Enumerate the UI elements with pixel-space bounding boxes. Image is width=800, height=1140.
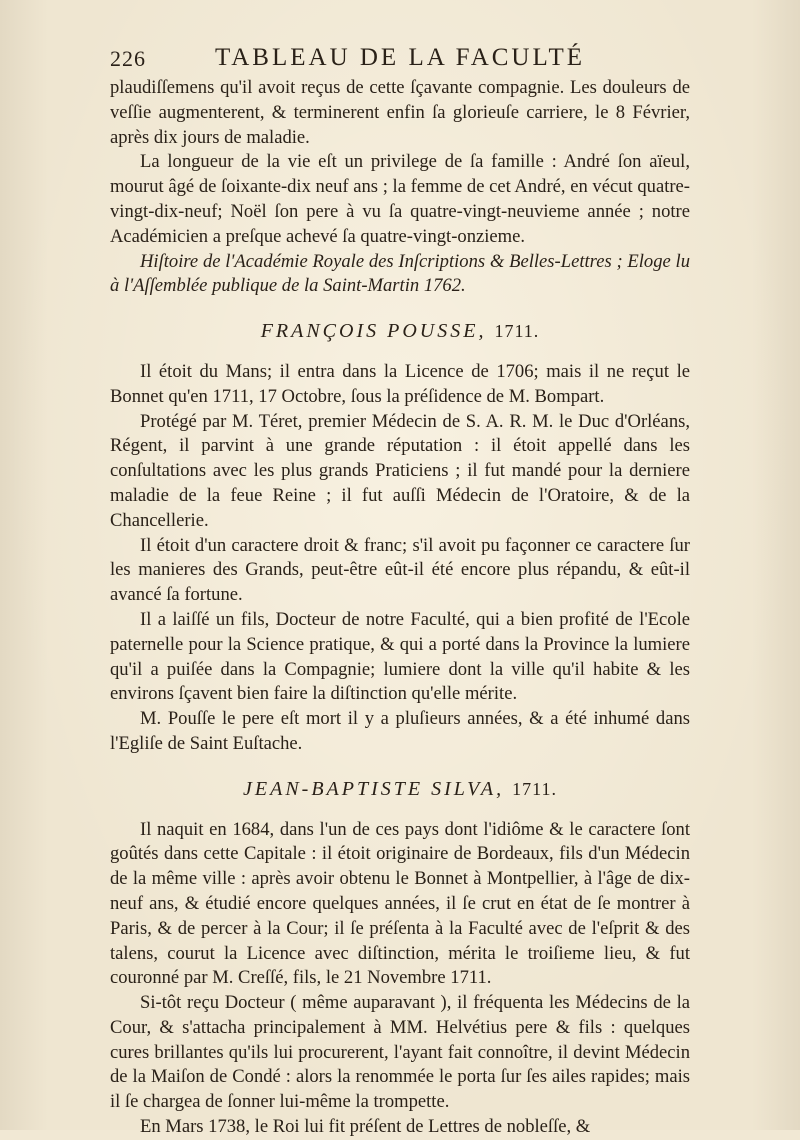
paragraph: Protégé par M. Téret, premier Médecin de S. A. R. M. le Duc d'Orléans, Régent, il parvint à une grande réputation : il étoit appellé dans les conſultations avec les plus grands Praticiens ; il fut mandé pour la derniere maladie de la feue Reine ; il fut auſſi Médecin de l'Oratoire, & de la Chancellerie. [110, 410, 690, 531]
page-body [110, 76, 690, 1140]
section-year: 1711. [512, 778, 557, 799]
page-number: 226 [110, 46, 146, 71]
paragraph-longevity: La longueur de la vie eſt un privilege de ſa famille : André ſon aïeul, mourut âgé de ſoixante-dix neuf ans ; la femme de cet André, en vécut quatre-vingt-dix-neuf; Noël ſon pere à vu ſa quatre-vingt-neuvieme année ; notre Académicien a preſque achevé ſa quatre-vingt-onzieme. [110, 151, 690, 247]
source-citation: Hiſtoire de l'Académie Royale des Inſcriptions & Belles-Lettres ; Eloge lu à l'Aſſemblée publique de la Saint-Martin 1762. [110, 250, 690, 297]
paragraph: Il étoit du Mans; il entra dans la Licence de 1706; mais il ne reçut le Bonnet qu'en 1711, 17 Octobre, ſous la préſidence de M. Bompart. [110, 360, 690, 407]
running-head: TABLEAU DE LA FACULTÉ [214, 44, 586, 71]
paragraph: M. Pouſſe le pere eſt mort il y a pluſieurs années, & a été inhumé dans l'Egliſe de Saint Euſtache. [110, 708, 690, 754]
paragraph-continuation: plaudiſſemens qu'il avoit reçus de cette ſçavante compagnie. Les douleurs de veſſie augmenterent, & terminerent enfin ſa glorieuſe carriere, le 8 Février, après dix jours de maladie. [110, 77, 690, 148]
section-heading-silva [110, 777, 690, 802]
section-name: JEAN-BAPTISTE SILVA, [243, 777, 505, 800]
page-header [110, 44, 690, 74]
paragraph: Si-tôt reçu Docteur ( même auparavant ), il fréquenta les Médecins de la Cour, & s'attacha principalement à MM. Helvétius pere & fils : quelques cures brillantes qu'ils lui procurerent, l'ayant fait connoître, il devint Médecin de la Maiſon de Condé : alors la renommée le porta ſur ſes ailes rapides; mais il ſe chargea de ſonner lui-même la trompette. [110, 992, 690, 1113]
paragraph: En Mars 1738, le Roi lui fit préſent de Lettres de nobleſſe, & [140, 1116, 591, 1138]
paragraph: Il naquit en 1684, dans l'un de ces pays dont l'idiôme & le caractere ſont goûtés dans cette Capitale : il étoit originaire de Bordeaux, fils d'un Médecin de la même ville : après avoir obtenu le Bonnet à Montpellier, à l'âge de dix-neuf ans, & étudié encore quelques années, il ſe crut en état de ſe montrer à Paris, & de percer à la Cour; il ſe préſenta à la Faculté avec de l'eſprit & des talens, courut la Licence avec diſtinction, mérita le troiſieme lieu, & fut couronné par M. Creſſé, fils, le 21 Novembre 1711. [110, 818, 690, 989]
section-heading-pousse [110, 319, 690, 344]
paragraph: Il a laiſſé un fils, Docteur de notre Faculté, qui a bien profité de l'Ecole paternelle pour la Science pratique, & qui a porté dans la Province la lumiere qu'il a puiſée dans la Compagnie; lumiere dont la ville qu'il habite & les environs ſçavent bien faire la diſtinction qu'elle mérite. [110, 608, 690, 705]
section-year: 1711. [494, 321, 540, 342]
paragraph: Il étoit d'un caractere droit & franc; s'il avoit pu façonner ce caractere ſur les manieres des Grands, peut-être eût-il été encore plus répandu, & eût-il avancé ſa fortune. [110, 534, 690, 606]
section-name: FRANÇOIS POUSSE, [260, 320, 487, 343]
